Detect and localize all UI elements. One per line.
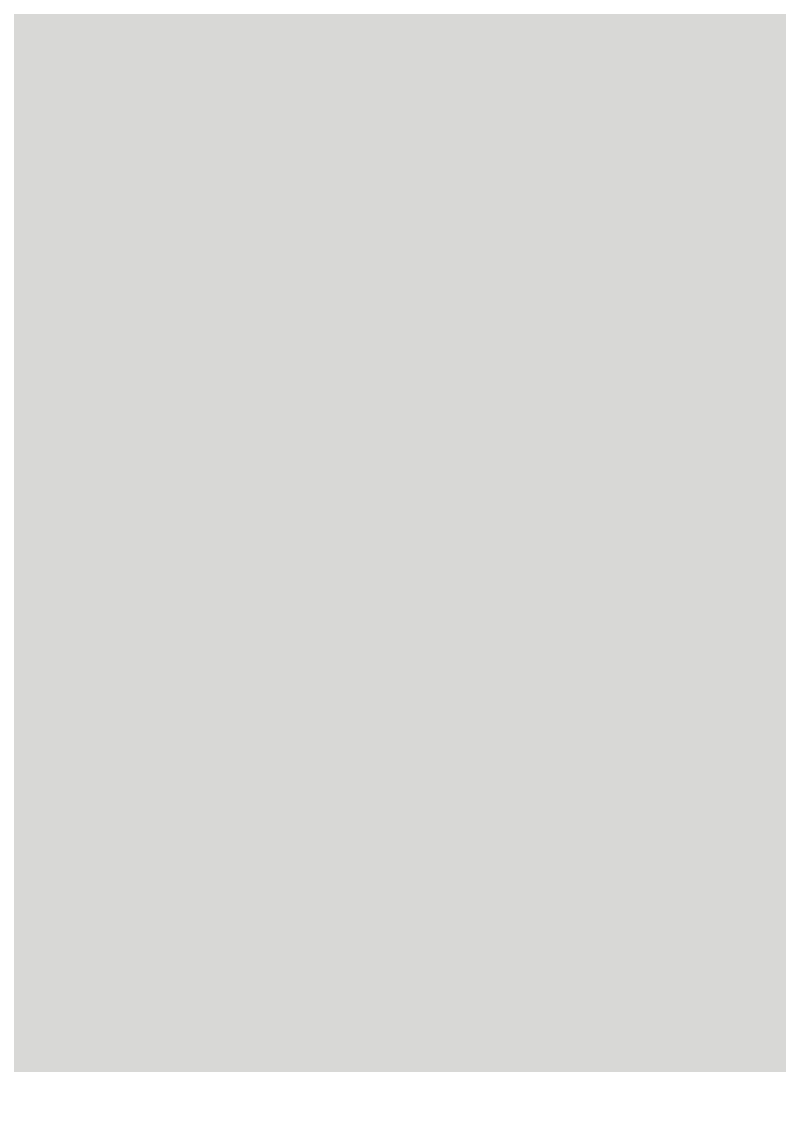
exam-page	[14, 14, 786, 1072]
scanner-watermark	[598, 1082, 642, 1118]
qr-code-icon	[598, 1082, 634, 1118]
page-content	[82, 52, 742, 96]
